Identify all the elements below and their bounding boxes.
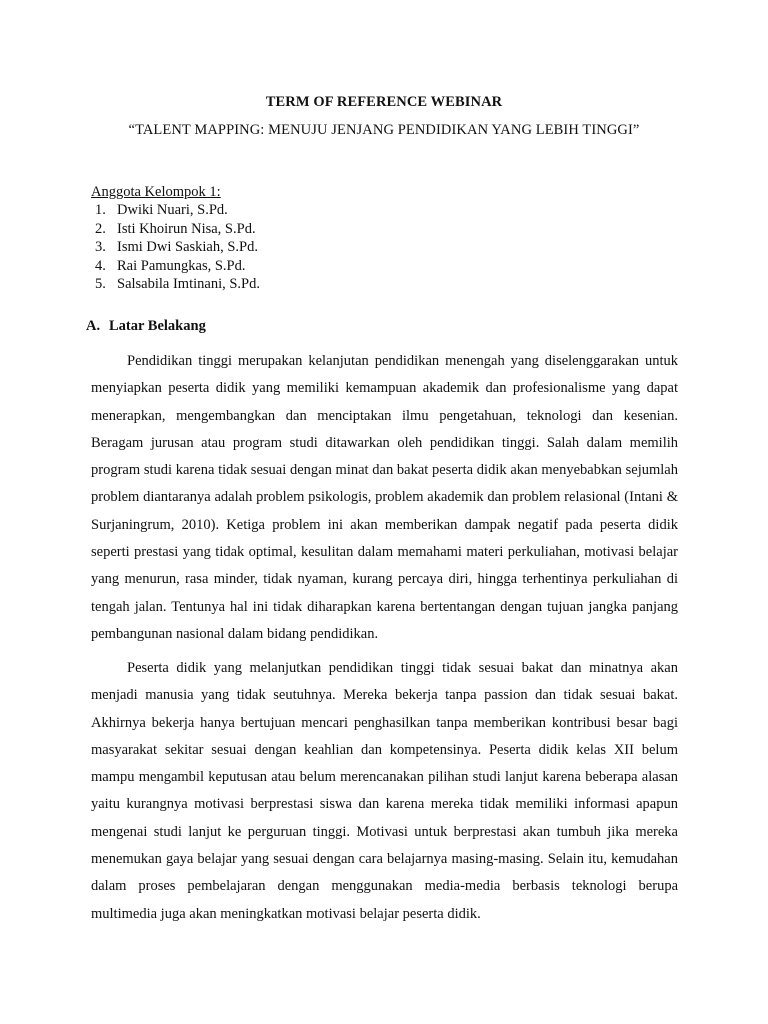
list-item xyxy=(91,275,691,293)
member-list xyxy=(91,201,691,293)
list-item xyxy=(91,220,691,238)
members-label: Anggota Kelompok 1: xyxy=(91,184,221,200)
member-name: Rai Pamungkas, S.Pd. xyxy=(117,257,246,274)
body-paragraph: Pendidikan tinggi merupakan kelanjutan pendidikan menengah yang diselenggarakan untuk menyiapkan peserta didik yang memiliki kemampuan akademik dan profesionalisme yang dapat menerapkan, mengembangkan dan menciptakan ilmu pengetahuan, teknologi dan kesenian. Beragam jurusan atau program studi ditawarkan oleh pendidikan tinggi. Salah dalam memilih program studi karena tidak sesuai dengan minat dan bakat peserta didik akan menyebabkan sejumlah problem diantaranya adalah problem psikologis, problem akademik dan problem relasional (Intani & Surjaningrum, 2010). Ketiga problem ini akan memberikan dampak negatif pada peserta didik seperti prestasi yang tidak optimal, kesulitan dalam memahami materi perkuliahan, motivasi belajar yang menurun, rasa minder, tidak nyaman, kurang percaya diri, hingga terhentinya perkuliahan di tengah jalan. Tentunya hal ini tidak diharapkan karena bertentangan dengan tujuan jangka panjang pembangunan nasional dalam bidang pendidikan. xyxy=(91,353,678,642)
member-name: Salsabila Imtinani, S.Pd. xyxy=(117,276,260,293)
member-name: Ismi Dwi Saskiah, S.Pd. xyxy=(117,239,258,256)
member-name: Isti Khoirun Nisa, S.Pd. xyxy=(117,220,256,237)
document-subtitle: “TALENT MAPPING: MENUJU JENJANG PENDIDIKAN YANG LEBIH TINGGI” xyxy=(128,122,640,138)
member-number: 1. xyxy=(95,202,106,219)
document-title: TERM OF REFERENCE WEBINAR xyxy=(265,94,503,110)
section-heading xyxy=(86,318,206,335)
member-name: Dwiki Nuari, S.Pd. xyxy=(117,202,228,219)
body-paragraph: Peserta didik yang melanjutkan pendidikan tinggi tidak sesuai bakat dan minatnya akan menjadi manusia yang tidak seutuhnya. Mereka bekerja tanpa passion dan tidak sesuai bakat. Akhirnya bekerja hanya bertujuan mencari penghasilkan tanpa memberikan kontribusi besar bagi masyarakat sekitar sesuai dengan keahlian dan kompetensinya. Peserta didik kelas XII belum mampu mengambil keputusan atau belum merencanakan pilihan studi lanjut karena beberapa alasan yaitu kurangnya motivasi berprestasi siswa dan karena mereka tidak memiliki informasi apapun mengenai studi lanjut ke perguruan tinggi. Motivasi untuk berprestasi akan tumbuh jika mereka menemukan gaya belajar yang sesuai dengan cara belajarnya masing-masing. Selain itu, kemudahan dalam proses pembelajaran dengan menggunakan media-media berbasis teknologi berupa multimedia juga akan meningkatkan motivasi belajar peserta didik. xyxy=(91,660,678,922)
list-item xyxy=(91,201,691,219)
member-section xyxy=(91,183,691,293)
section-letter: A. xyxy=(86,318,101,334)
section-heading-text: Latar Belakang xyxy=(109,318,206,334)
member-number: 3. xyxy=(95,239,106,256)
member-number: 4. xyxy=(95,257,106,274)
member-number: 2. xyxy=(95,220,106,237)
list-item xyxy=(91,238,691,256)
list-item xyxy=(91,257,691,275)
member-number: 5. xyxy=(95,276,106,293)
